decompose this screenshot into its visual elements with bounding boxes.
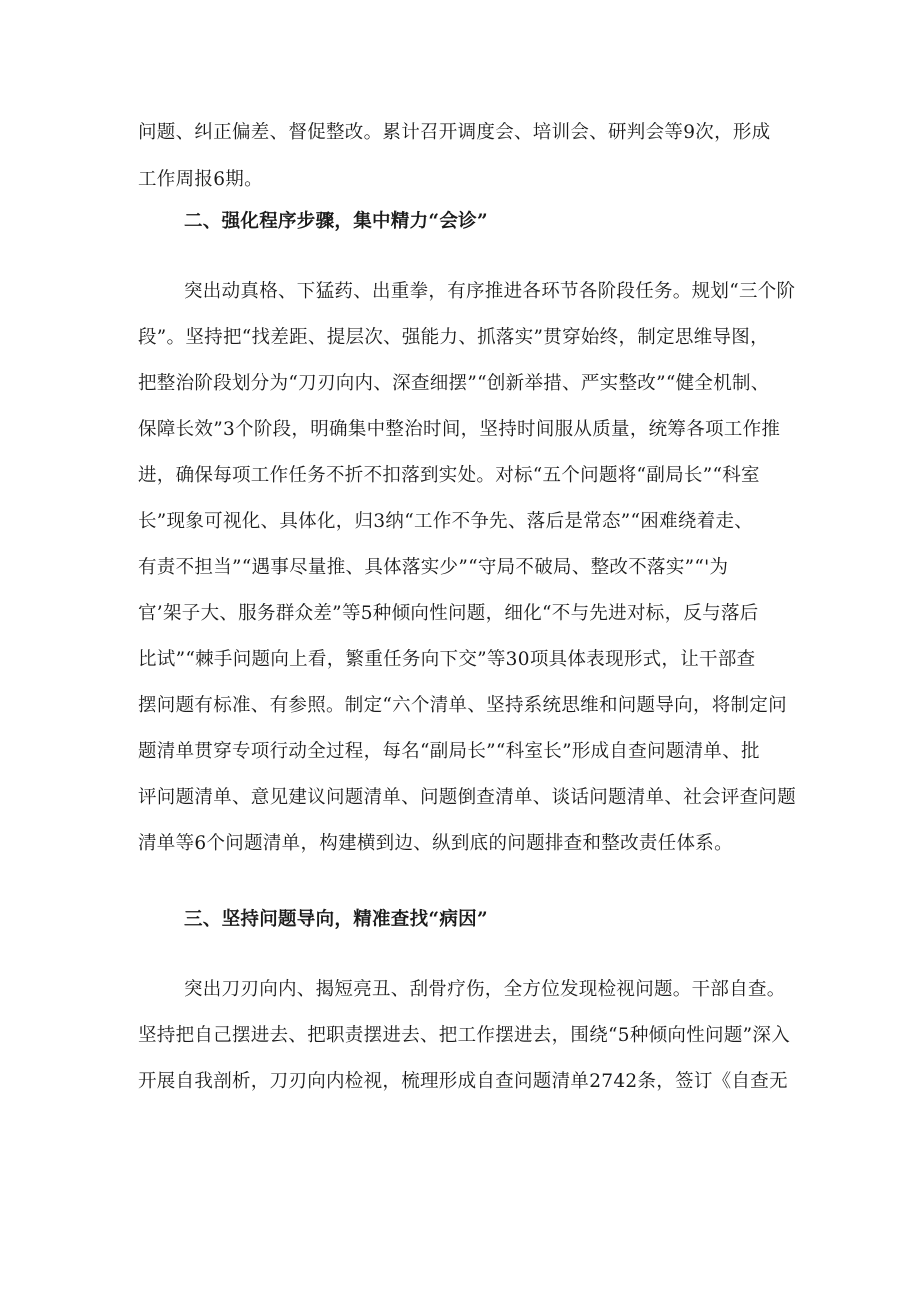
paragraph-line: 保障长效”3个阶段，明确集中整治时间，坚持时间服从质量，统筹各项工作推 <box>138 419 781 440</box>
paragraph-line: 开展自我剖析，刀刃向内检视，梳理形成自查问题清单2742条，签订《自查无 <box>138 1071 788 1092</box>
intro-line: 问题、纠正偏差、督促整改。累计召开调度会、培训会、研判会等9次，形成 <box>138 122 771 143</box>
paragraph-line: 官’架子大、服务群众差”等5种倾向性问题，细化“不与先进对标，反与落后 <box>138 603 759 624</box>
paragraph-line: 段”。坚持把“找差距、提层次、强能力、抓落实”贯穿始终，制定思维导图， <box>138 327 769 348</box>
paragraph-line: 比试”“棘手问题向上看，繁重任务向下交”等30项具体表现形式，让干部查 <box>138 649 756 670</box>
paragraph-line: 把整治阶段划分为“刀刃向内、深查细摆”“创新举措、严实整改”“健全机制、 <box>138 373 770 394</box>
intro-line: 工作周报6期。 <box>138 169 263 190</box>
section-heading-2: 二、强化程序步骤，集中精力“会诊” <box>184 211 488 232</box>
paragraph-line: 坚持把自己摆进去、把职责摆进去、把工作摆进去，围绕“5种倾向性问题”深入 <box>138 1025 790 1046</box>
paragraph-line: 评问题清单、意见建议问题清单、问题倒查清单、谈话问题清单、社会评查问题 <box>138 787 797 808</box>
section-heading-3: 三、坚持问题导向，精准查找“病因” <box>184 909 488 930</box>
paragraph-line: 突出刀刃向内、揭短亮丑、刮骨疗伤，全方位发现检视问题。干部自查。 <box>184 979 786 1000</box>
paragraph-line: 有责不担当”“遇事尽量推、具体落实少”“守局不破局、整改不落实”“'为 <box>138 557 729 578</box>
paragraph-line: 进，确保每项工作任务不折不扣落到实处。对标“五个问题将“副局长”“科室 <box>138 465 760 486</box>
paragraph-line: 突出动真格、下猛药、出重拳，有序推进各环节各阶段任务。规划“三个阶 <box>184 281 796 302</box>
paragraph-line: 摆问题有标准、有参照。制定“六个清单、坚持系统思维和问题导向，将制定问 <box>138 695 787 716</box>
paragraph-line: 清单等6个问题清单，构建横到边、纵到底的问题排查和整改责任体系。 <box>138 833 733 854</box>
paragraph-line: 题清单贯穿专项行动全过程，每名“副局长”“科室长”形成自查问题清单、批 <box>138 741 760 762</box>
paragraph-line: 长”现象可视化、具体化，归3纳“工作不争先、落后是常态”“困难绕着走、 <box>138 511 754 532</box>
